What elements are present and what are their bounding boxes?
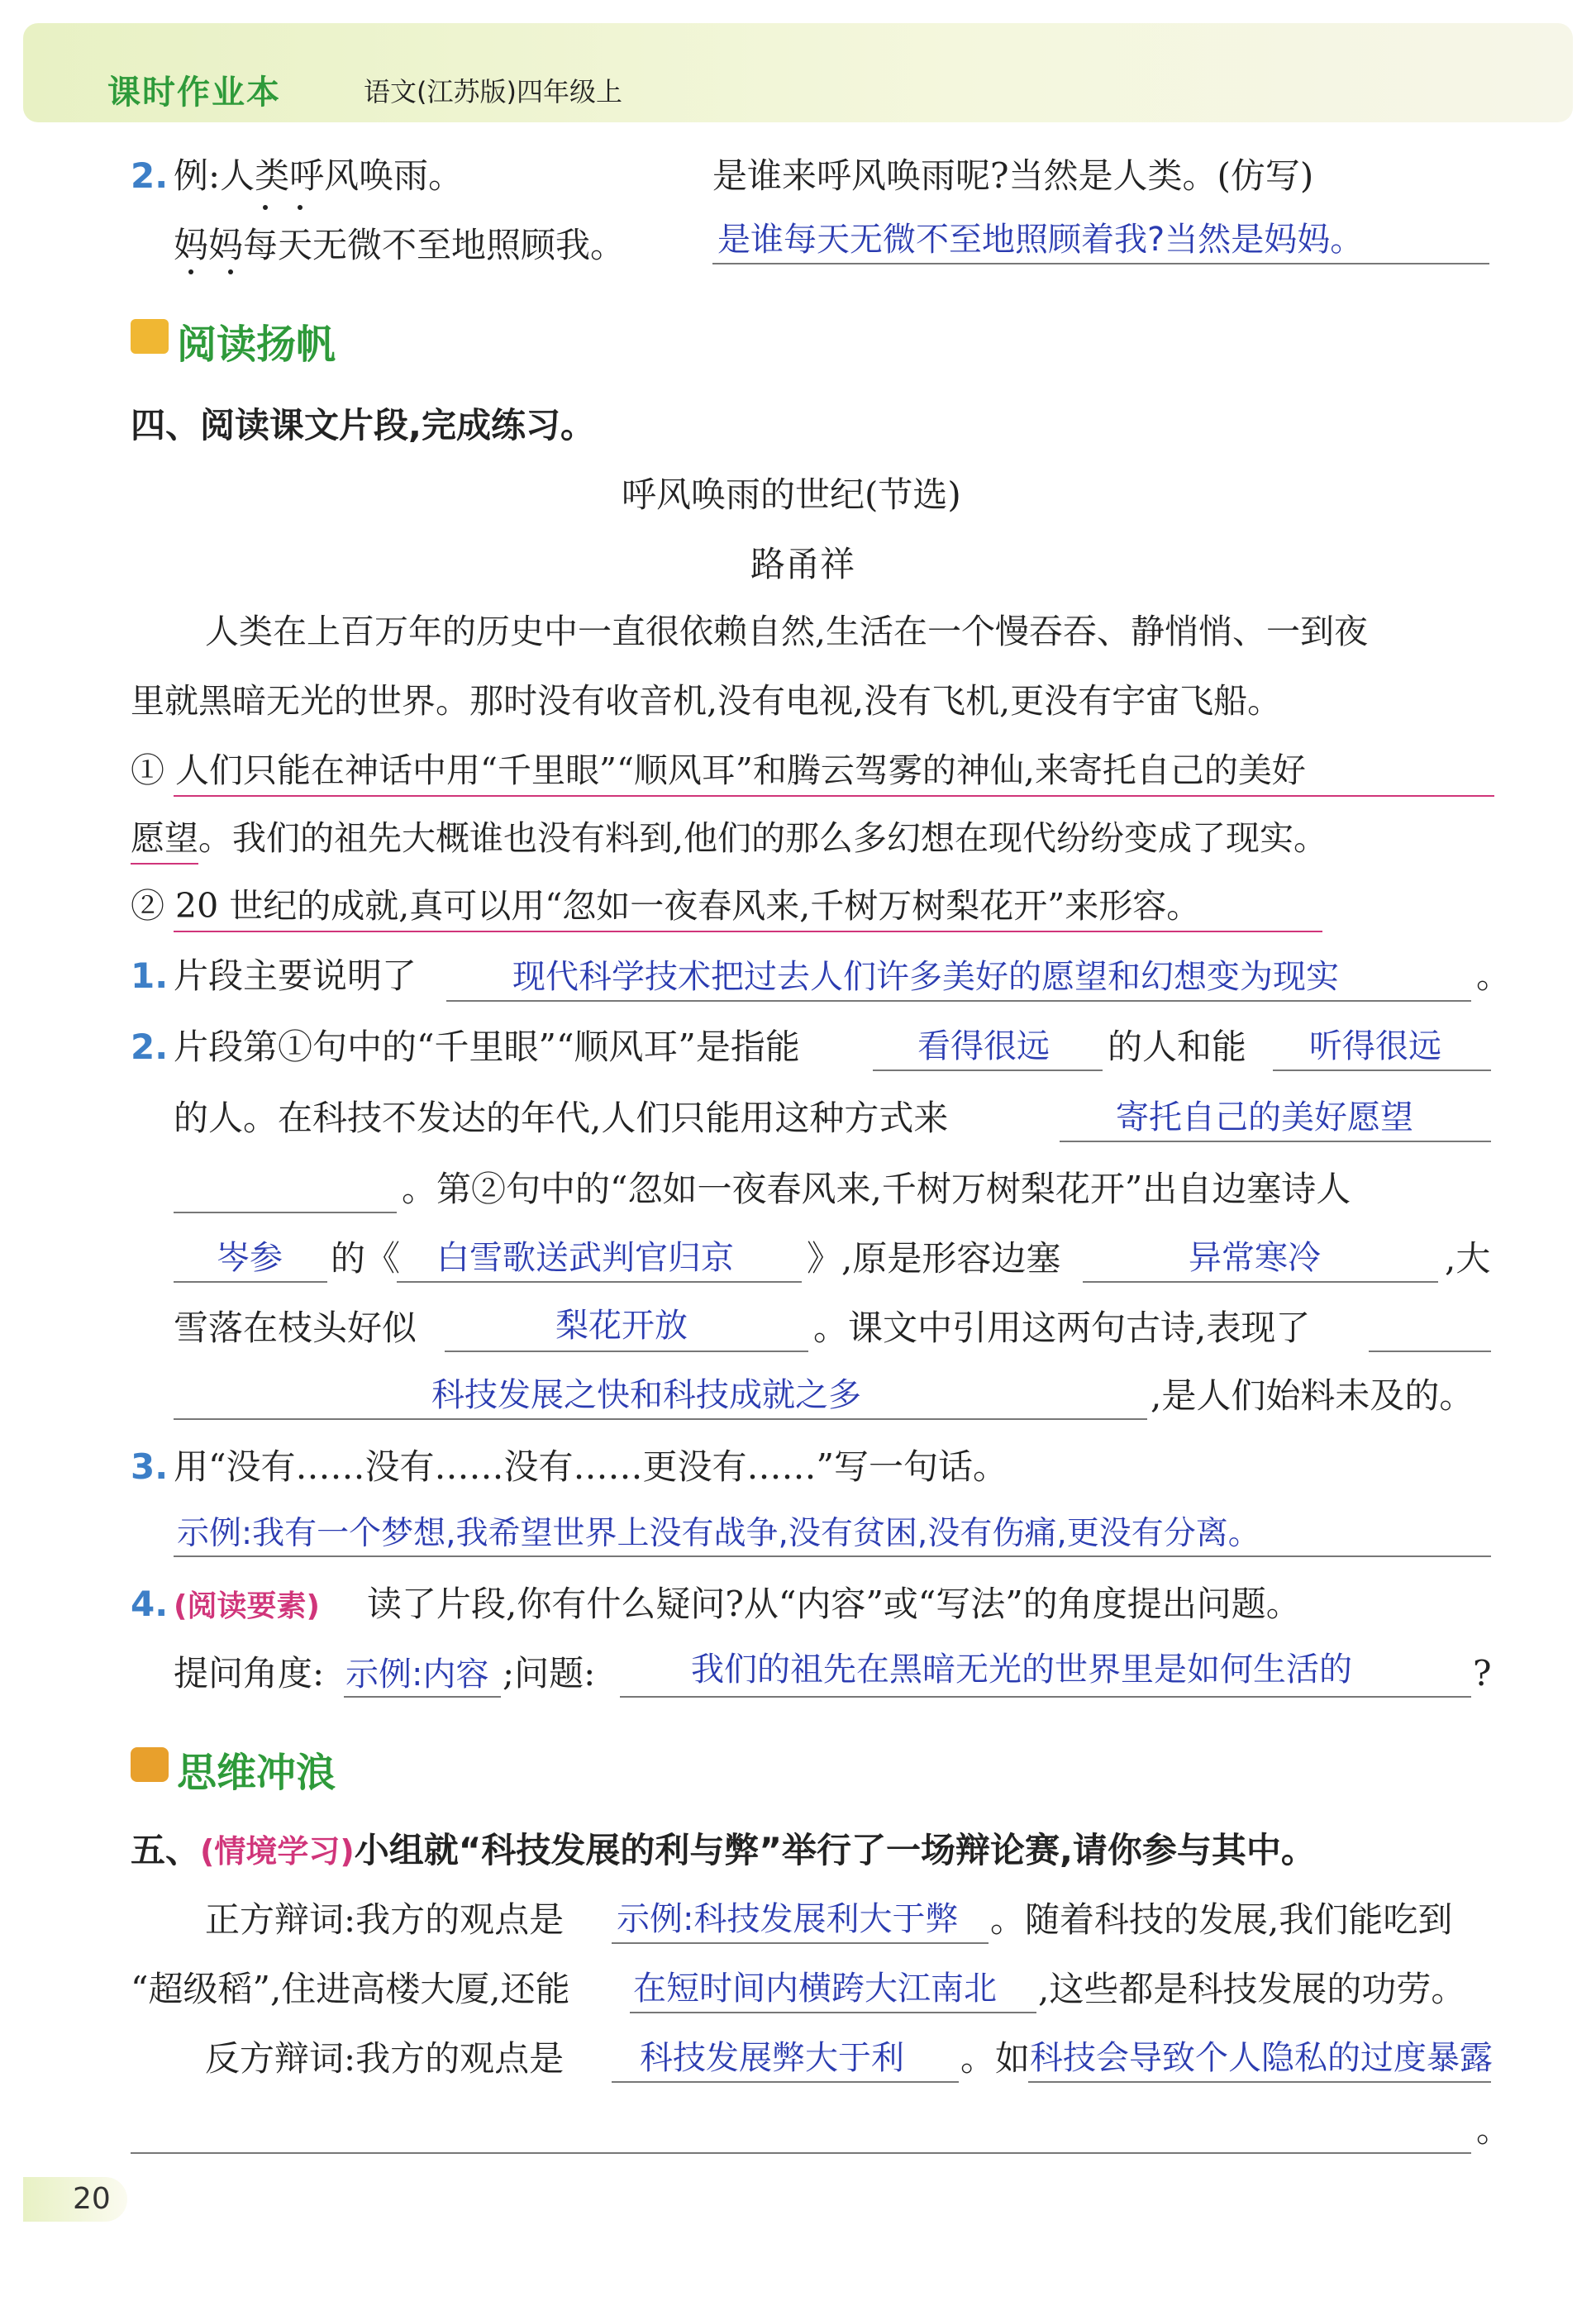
question-number: 2.: [131, 1027, 169, 1067]
answer-text: 示例:科技发展利大于弊: [617, 1900, 959, 1938]
question-text: 的《: [331, 1238, 401, 1279]
debate-text: 正方辩词:我方的观点是: [205, 1899, 565, 1940]
example-transform: 是谁来呼风唤雨呢?当然是人类。(仿写): [712, 155, 1314, 196]
answer-text: 在短时间内横跨大江南北: [633, 1970, 997, 2008]
answer-line: [1083, 1281, 1438, 1283]
question-text: 》,原是形容边塞: [807, 1238, 1061, 1279]
question-text: 。第②句中的“忽如一夜春风来,千树万树梨花开”出自边塞诗人: [402, 1169, 1351, 1209]
answer-text: 看得很远: [917, 1027, 1050, 1065]
passage-line: ① 人们只能在神话中用“千里眼”“顺风耳”和腾云驾雾的神仙,来寄托自己的美好: [131, 750, 1306, 790]
question-text: 提问角度:: [174, 1653, 325, 1694]
answer-line: [174, 1418, 1147, 1420]
question-text: 片段主要说明了: [174, 955, 417, 996]
debate-text: ,这些都是科技发展的功劳。: [1038, 1969, 1466, 2009]
emphasis-dot: [263, 205, 268, 210]
emphasis-dot: [298, 205, 303, 210]
answer-text: 听得很远: [1309, 1027, 1441, 1065]
debate-text: 反方辩词:我方的观点是: [205, 2038, 565, 2079]
answer-line: [620, 1696, 1471, 1698]
prompt-sentence: 妈妈每天无微不至地照顾我。: [174, 225, 626, 265]
answer-text: 科技发展之快和科技成就之多: [431, 1376, 861, 1414]
page-number: 20: [73, 2182, 111, 2216]
question-text: 用“没有……没有……没有……更没有……”写一句话。: [174, 1446, 1008, 1487]
answer-line: [174, 1212, 397, 1213]
sentence-underline: [131, 863, 198, 865]
answer-line: [174, 1555, 1491, 1557]
answer-line: [446, 1000, 1471, 1002]
passage-title: [622, 474, 961, 516]
answer-text: 梨花开放: [555, 1307, 688, 1345]
answer-line: [397, 1281, 802, 1283]
book-title: 课时作业本: [107, 74, 281, 112]
sentence-underline: [174, 931, 1322, 932]
answer-line: [1028, 2081, 1491, 2083]
part-heading-text: 小组就“科技发展的利与弊”举行了一场辩论赛,请你参与其中。: [354, 1830, 1316, 1870]
passage-line: 愿望。我们的祖先大概谁也没有料到,他们的那么多幻想在现代纷纷变成了现实。: [131, 818, 1328, 858]
question-text: 片段第①句中的“千里眼”“顺风耳”是指能: [174, 1027, 800, 1067]
answer-line: [630, 2012, 1036, 2013]
debate-text: 。如: [960, 2038, 1031, 2079]
answer-text: 是谁每天无微不至地照顾着我?当然是妈妈。: [717, 221, 1364, 259]
answer-line: [1060, 1141, 1491, 1142]
question-text: ,大: [1445, 1238, 1491, 1279]
question-number: 3.: [131, 1446, 169, 1487]
answer-line: [1273, 1070, 1491, 1071]
question-tag: (阅读要素): [174, 1589, 320, 1623]
question-number: 2.: [131, 155, 169, 196]
passage-line: 人类在上百万年的历史中一直很依赖自然,生活在一个慢吞吞、静悄悄、一到夜: [205, 612, 1369, 651]
answer-line: [612, 2081, 959, 2083]
wave-icon: [131, 1747, 169, 1782]
answer-text: 异常寒冷: [1189, 1239, 1321, 1277]
question-text: 的人。在科技不发达的年代,人们只能用这种方式来: [174, 1098, 949, 1138]
emphasis-dot: [188, 269, 193, 274]
answer-line: [174, 1281, 327, 1283]
question-text: ;问题:: [503, 1653, 596, 1694]
question-text: 。: [1476, 955, 1512, 996]
question-number: 4.: [131, 1584, 169, 1624]
section-title-thinking: 思维冲浪: [177, 1750, 336, 1796]
passage-line: ② 20 世纪的成就,真可以用“忽如一夜春风来,千树万树梨花开”来形容。: [131, 886, 1201, 926]
answer-line: [612, 1942, 989, 1944]
example-sentence: 例:人类呼风唤雨。: [174, 155, 464, 196]
answer-line: [873, 1070, 1103, 1071]
passage-line: 里就黑暗无光的世界。那时没有收音机,没有电视,没有飞机,更没有宇宙飞船。: [131, 681, 1282, 721]
passage-title-text: 呼风唤雨的世纪: [622, 474, 865, 515]
part-heading: [131, 1830, 1316, 1871]
question-text: 读了片段,你有什么疑问?从“内容”或“写法”的角度提出问题。: [367, 1584, 1301, 1624]
answer-line: [712, 263, 1489, 264]
question-text: 雪落在枝头好似: [174, 1308, 417, 1348]
part-tag: (情境学习): [200, 1833, 355, 1870]
answer-text: 我们的祖先在黑暗无光的世界里是如何生活的: [691, 1651, 1352, 1689]
debate-text: 。随着科技的发展,我们能吃到: [990, 1899, 1453, 1940]
section-title-reading: 阅读扬帆: [177, 322, 336, 368]
question-number: 1.: [131, 955, 169, 996]
passage-author: 路甬祥: [750, 544, 855, 584]
part-number: 五、: [131, 1830, 201, 1870]
answer-line: [445, 1351, 808, 1352]
sail-icon: [131, 319, 169, 354]
emphasis-dot: [228, 269, 233, 274]
question-text: 。课文中引用这两句古诗,表现了: [813, 1308, 1311, 1348]
question-text: ,是人们始料未及的。: [1151, 1375, 1475, 1416]
book-subtitle: 语文(江苏版)四年级上: [364, 76, 622, 107]
passage-title-note: (节选): [865, 474, 961, 515]
answer-line: [1369, 1351, 1491, 1352]
question-text: ?: [1473, 1653, 1492, 1694]
answer-text: 白雪歌送武判官归京: [436, 1239, 734, 1277]
page-number-tab: [23, 2177, 127, 2222]
answer-line: [131, 2152, 1471, 2154]
sentence-underline: [174, 795, 1494, 797]
question-text: 的人和能: [1108, 1027, 1247, 1067]
part-heading: 四、阅读课文片段,完成练习。: [131, 405, 595, 445]
answer-text: 示例:内容: [345, 1655, 489, 1694]
answer-text: 寄托自己的美好愿望: [1116, 1098, 1413, 1136]
answer-text: 科技发展弊大于利: [640, 2039, 904, 2077]
answer-text: 示例:我有一个梦想,我希望世界上没有战争,没有贫困,没有伤痛,更没有分离。: [177, 1515, 1260, 1552]
answer-text: 科技会导致个人隐私的过度暴露: [1030, 2039, 1493, 2077]
debate-text: 。: [1476, 2109, 1512, 2150]
answer-text: 岑参: [217, 1239, 283, 1277]
debate-text: “超级稻”,住进高楼大厦,还能: [131, 1969, 570, 2009]
answer-line: [344, 1696, 501, 1698]
answer-text: 现代科学技术把过去人们许多美好的愿望和幻想变为现实: [512, 958, 1339, 996]
